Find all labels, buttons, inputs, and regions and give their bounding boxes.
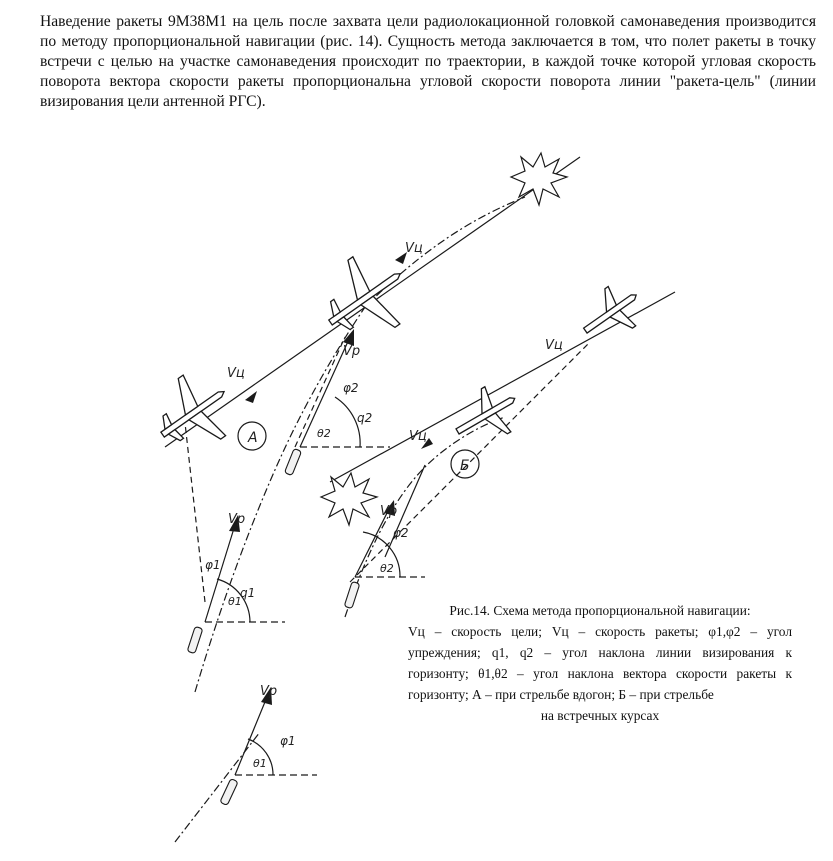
label-q2-a: q2: [357, 411, 373, 425]
caption-last-line: на встречных курсах: [540, 708, 660, 723]
aircraft-b-start-icon: [572, 276, 650, 351]
paragraph-text: Наведение ракеты 9М38М1 на цель после захвата цели радиолокационной головкой самонаведения производится по методу пропорциональной навигации (рис. 14). Сущность метода заключается в том, что полет ракеты в точку встречи с целью на участке самонаведения происходит по траектории, в каждой точке которой угловая скорость поворота вектора скорости ракеты пропорциональна угловой скорости поворота линии "ракета-цель" (линии визирования цели антенной РГС).: [40, 13, 816, 110]
proportional-navigation-diagram: [45, 127, 799, 857]
label-vc-b1: Vц: [545, 338, 563, 353]
missile-lower: [220, 779, 238, 806]
label-theta1-lower: θ1: [253, 757, 267, 770]
caption-body: Vц – скорость цели; Vц – скорость ракеты; φ1,φ2 – угол упреждения; q1, q2 – угол наклона линии визирования к горизонту; θ1,θ2 – угол наклона вектора скорости ракеты к горизонту; А – при стрельбе вдогон; Б – при стрельбе: [408, 624, 792, 702]
label-B: Б: [460, 458, 470, 474]
missile-b: [344, 581, 360, 608]
label-A: А: [248, 430, 258, 446]
aircraft-a-mid-icon: [307, 240, 424, 356]
label-vp-a1: Vр: [228, 512, 246, 527]
figure-14: [45, 127, 799, 857]
missile-a2: [284, 448, 301, 475]
missile-lower-trajectory: [175, 732, 260, 842]
label-phi1-lower: φ1: [280, 734, 296, 748]
label-phi2-a: φ2: [343, 381, 359, 395]
label-vp-b: Vр: [380, 504, 398, 519]
sight-line-b1: [350, 342, 590, 582]
label-vp-a2: Vр: [343, 344, 361, 359]
label-q1-a: q1: [240, 586, 256, 600]
label-theta2-a: θ2: [317, 427, 331, 440]
label-theta1-a: θ1: [228, 595, 242, 608]
explosion-b-icon: [321, 473, 377, 525]
intro-paragraph: [40, 12, 816, 112]
label-vc-a1: Vц: [405, 241, 423, 256]
label-vc-a2: Vц: [227, 366, 245, 381]
label-phi2-b: φ2: [393, 526, 409, 540]
label-vc-b2: Vц: [409, 429, 427, 444]
caption-title: Рис.14. Схема метода пропорциональной навигации:: [449, 603, 751, 618]
explosion-a-icon: [511, 153, 567, 205]
figure-caption: [408, 600, 792, 726]
label-phi1-a: φ1: [205, 558, 221, 572]
missile-a1: [187, 626, 203, 653]
sight-line-a1: [185, 423, 205, 602]
target-a-arrow2: [245, 391, 257, 403]
label-vp-lower: Vр: [260, 684, 278, 699]
label-theta2-b: θ2: [380, 562, 394, 575]
